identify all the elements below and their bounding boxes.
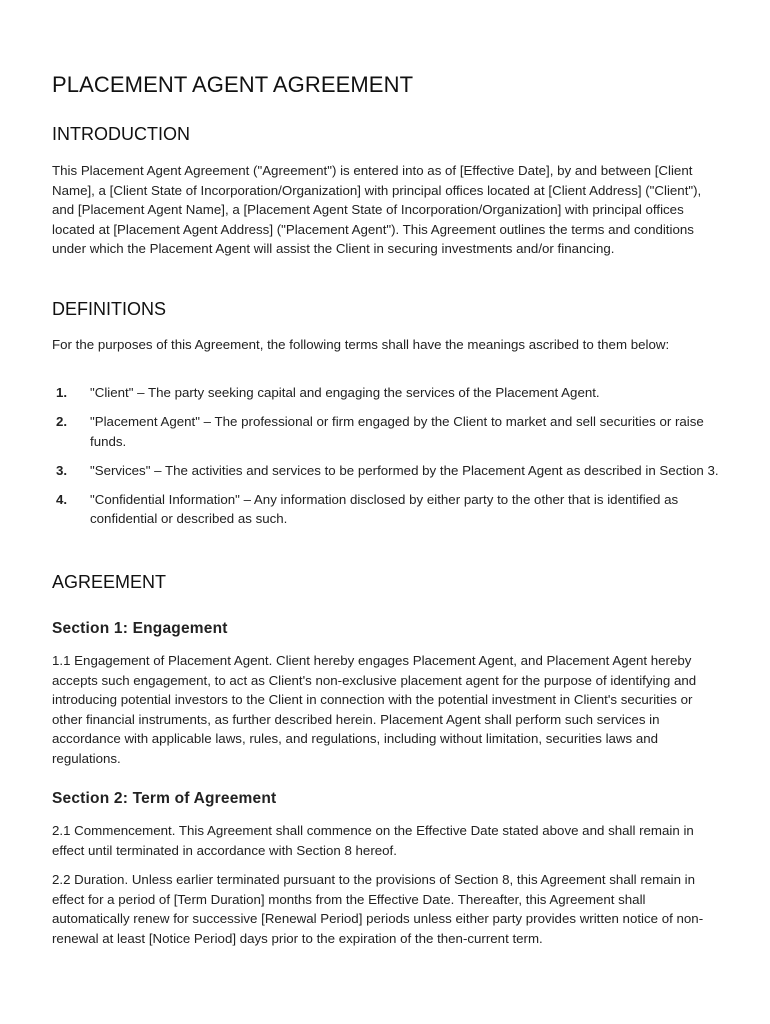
document-title: PLACEMENT AGENT AGREEMENT bbox=[52, 72, 414, 97]
list-item bbox=[52, 461, 720, 481]
list-item-text: "Placement Agent" – The professional or firm engaged by the Client to market and sell securities or raise funds. bbox=[90, 414, 704, 449]
list-item-number: 4. bbox=[56, 491, 68, 507]
list-item-number: 1. bbox=[56, 385, 68, 400]
section-1-paragraph-1: 1.1 Engagement of Placement Agent. Client hereby engages Placement Agent, and Placement Agent hereby accepts such engagement, to act as Client's non-exclusive placement agent for the purpose of identifying and introducing potential investors to the Client in connection with the potential investment in Client's securities or other financial instruments, as further described herein. Placement Agent shall perform such services in accordance with applicable laws, rules, and regulations, including without limitation, securities laws and regulations. bbox=[52, 653, 697, 766]
section-2-paragraph-2: 2.2 Duration. Unless earlier terminated pursuant to the provisions of Section 8, this Agreement shall remain in effect for a period of [Term Duration] months from the Effective Date. Thereafter, this Agreement shall automatically renew for successive [Renewal Period] periods unless either party provides written notice of non-renewal at least [Notice Period] days prior to the expiration of the then-current term. bbox=[52, 872, 704, 946]
list-item-number: 2. bbox=[56, 414, 68, 429]
list-item-number: 3. bbox=[56, 462, 68, 478]
section-2-paragraph-1: 2.1 Commencement. This Agreement shall commence on the Effective Date stated above and shall remain in effect until terminated in accordance with Section 8 hereof. bbox=[52, 823, 694, 858]
introduction-paragraph: This Placement Agent Agreement ("Agreement") is entered into as of [Effective Date], by and between [Client Name], a [Client State of Incorporation/Organization] with principal offices located at [Client Address] ("Client"), and [Placement Agent Name], a [Placement Agent State of Incorporation/Organization] with principal offices located at [Placement Agent Address] ("Placement Agent"). This Agreement outlines the terms and conditions under which the Placement Agent will assist the Client in securing investments and/or financing. bbox=[52, 163, 702, 256]
section-2-heading: Section 2: Term of Agreement bbox=[52, 790, 277, 807]
section-1-heading: Section 1: Engagement bbox=[52, 620, 228, 637]
definitions-list bbox=[52, 383, 720, 538]
list-item-text: "Client" – The party seeking capital and engaging the services of the Placement Agent. bbox=[90, 385, 600, 400]
definitions-intro: For the purposes of this Agreement, the following terms shall have the meanings ascribed to them below: bbox=[52, 337, 670, 352]
introduction-heading: INTRODUCTION bbox=[52, 124, 190, 144]
list-item bbox=[52, 383, 720, 403]
definitions-heading: DEFINITIONS bbox=[52, 299, 167, 319]
list-item-text: "Confidential Information" – Any information disclosed by either party to the other that is identified as confidential or described as such. bbox=[90, 491, 679, 526]
agreement-heading: AGREEMENT bbox=[52, 572, 167, 592]
list-item bbox=[52, 412, 720, 451]
list-item bbox=[52, 490, 720, 529]
list-item-text: "Services" – The activities and services to be performed by the Placement Agent as described in Section 3. bbox=[90, 462, 719, 478]
